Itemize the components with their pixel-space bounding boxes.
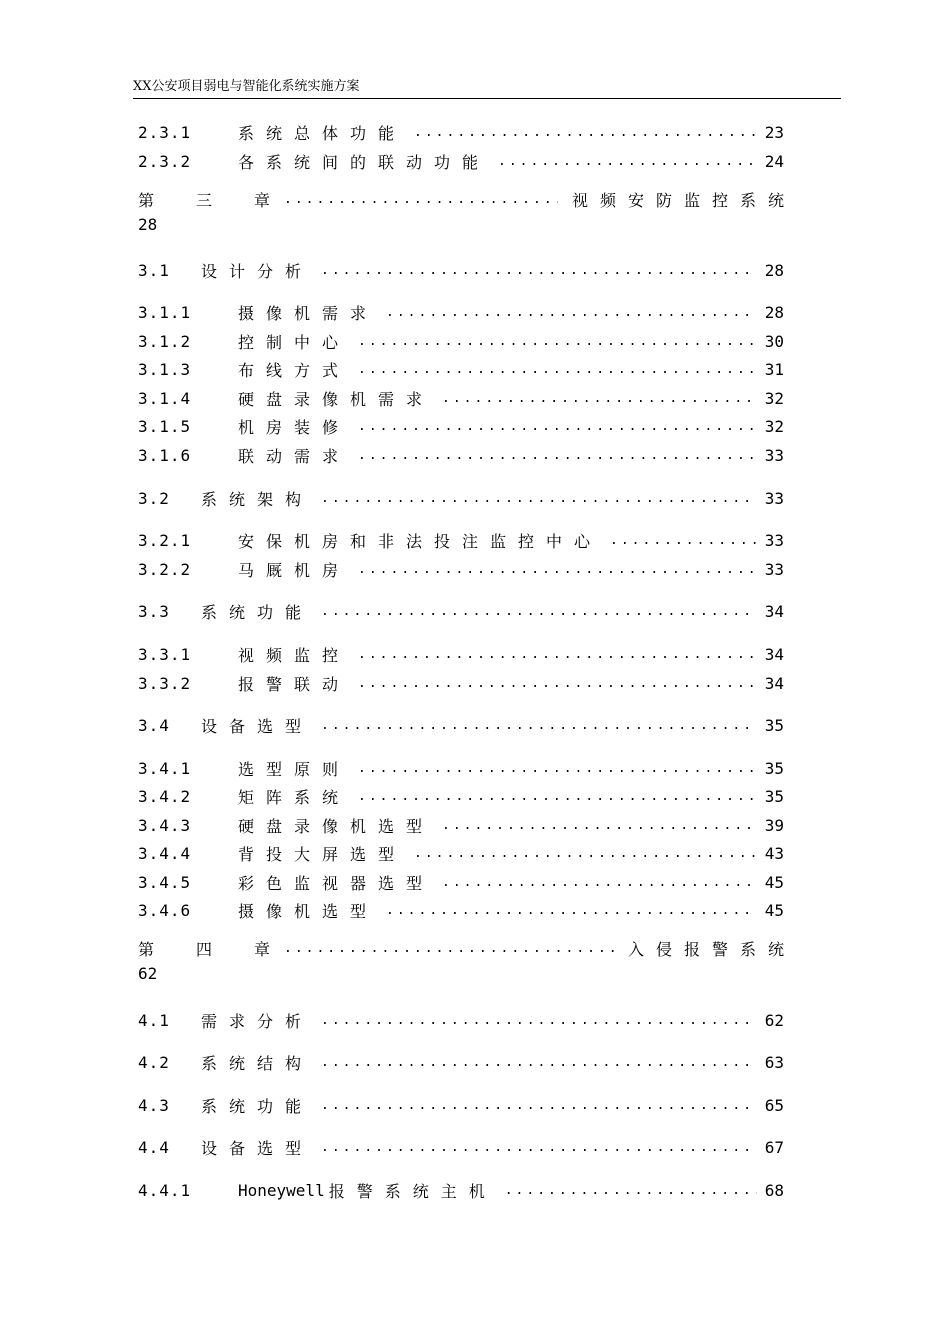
leader-dots [358,761,757,776]
toc-page: 45 [764,900,784,920]
toc-chapter[interactable] [138,186,796,238]
toc-number: 3.4.1 [138,758,192,778]
toc-number: 4.4 [138,1137,170,1157]
toc-entry[interactable] [138,812,784,838]
leader-dots [284,941,614,956]
toc-page: 63 [764,1052,784,1072]
toc-page: 28 [138,215,158,234]
toc-entry[interactable] [138,897,784,923]
toc-page: 24 [764,151,784,171]
leader-dots [321,1055,757,1070]
leader-dots [414,125,757,140]
chapter-label [138,937,270,960]
toc-number: 4.4.1 [138,1180,192,1200]
toc-title: 矩阵系统 [238,787,351,807]
toc-page: 28 [764,302,784,322]
toc-page: 35 [764,758,784,778]
toc-title: 各系统间的联动功能 [238,152,491,172]
toc-number: 3.2 [138,488,170,508]
toc-page: 28 [764,260,784,280]
leader-dots [358,448,757,463]
toc-title-prefix: Honeywell [238,1180,325,1200]
toc-entry[interactable] [138,1177,784,1203]
toc-number: 2.3.1 [138,122,192,142]
toc-title: 设备选型 [201,1138,314,1158]
toc-number: 3.4 [138,715,170,735]
toc-entry[interactable] [138,257,784,283]
toc-entry[interactable] [138,712,784,738]
toc-title: 彩色监视器选型 [238,873,435,893]
toc-number: 3.4.4 [138,843,192,863]
leader-dots [358,676,757,691]
toc-page: 45 [764,872,784,892]
toc-page: 34 [764,644,784,664]
toc-entry[interactable] [138,328,784,354]
toc-number: 3.1.3 [138,359,192,379]
leader-dots [321,718,757,733]
chapter-title: 视频安防监控系统 [571,190,796,210]
toc-number: 3.3.1 [138,644,192,664]
toc-entry[interactable] [138,527,784,553]
toc-entry[interactable] [138,119,784,145]
toc-number: 3.1 [138,260,170,280]
toc-entry[interactable] [138,148,784,174]
toc-page: 35 [764,715,784,735]
leader-dots [358,334,757,349]
leader-dots [442,818,757,833]
toc-entry[interactable] [138,869,784,895]
leader-dots [386,903,757,918]
toc-entry[interactable] [138,442,784,468]
toc-page: 68 [764,1180,784,1200]
toc-number: 3.4.2 [138,786,192,806]
toc-title: 报警系统主机 [328,1181,497,1201]
toc-number: 3.4.6 [138,900,192,920]
leader-dots [505,1183,757,1198]
toc-title: 设备选型 [201,716,314,736]
leader-dots [442,875,757,890]
toc-page: 33 [764,488,784,508]
chapter-label-char: 第 [138,190,155,210]
toc-entry[interactable] [138,1134,784,1160]
toc-title: 需求分析 [201,1011,314,1031]
toc-page: 33 [764,530,784,550]
toc-entry[interactable] [138,840,784,866]
chapter-label [138,188,270,211]
toc-entry[interactable] [138,783,784,809]
leader-dots [358,789,757,804]
leader-dots [358,362,757,377]
toc-page: 33 [764,559,784,579]
leader-dots [321,1140,757,1155]
toc-entry[interactable] [138,598,784,624]
toc-number: 3.1.1 [138,302,192,322]
chapter-title: 入侵报警系统 [627,939,796,959]
toc-entry[interactable] [138,413,784,439]
toc-title: 报警联动 [238,674,351,694]
toc-entry[interactable] [138,1049,784,1075]
leader-dots [358,562,757,577]
toc-number: 4.2 [138,1052,170,1072]
toc-title: 系统总体功能 [238,123,407,143]
leader-dots [321,1098,757,1113]
toc-title: 视频监控 [238,645,351,665]
leader-dots [358,419,757,434]
leader-dots [321,1013,757,1028]
leader-dots [321,604,757,619]
toc-entry[interactable] [138,1007,784,1033]
toc-page: 33 [764,445,784,465]
chapter-label-char: 章 [253,939,270,959]
toc-entry[interactable] [138,556,784,582]
leader-dots [321,263,757,278]
toc-page: 62 [138,964,158,983]
toc-title: 系统功能 [201,1096,314,1116]
toc-title: 系统架构 [201,489,314,509]
chapter-label-char: 四 [195,939,212,959]
toc-title: 系统功能 [201,602,314,622]
toc-title: 摄像机需求 [238,303,379,323]
leader-dots [358,647,757,662]
toc-entry[interactable] [138,485,784,511]
leader-dots [610,533,757,548]
toc-entry[interactable] [138,641,784,667]
toc-number: 3.1.4 [138,388,192,408]
toc-chapter[interactable] [138,935,796,987]
toc-number: 3.2.2 [138,559,192,579]
leader-dots [321,491,757,506]
toc-number: 3.2.1 [138,530,192,550]
toc-number: 3.3.2 [138,673,192,693]
toc-entry[interactable] [138,1092,784,1118]
toc-page: 67 [764,1137,784,1157]
toc-title: 摄像机选型 [238,901,379,921]
toc-number: 3.4.5 [138,872,192,892]
toc-page: 32 [764,416,784,436]
toc-page: 31 [764,359,784,379]
toc-page: 30 [764,331,784,351]
toc-number: 4.3 [138,1095,170,1115]
toc-entry[interactable] [138,356,784,382]
toc-number: 3.3 [138,601,170,621]
toc-page: 34 [764,601,784,621]
toc-page: 39 [764,815,784,835]
toc-number: 3.1.2 [138,331,192,351]
leader-dots [284,192,558,207]
toc-page: 32 [764,388,784,408]
toc-title: 设计分析 [201,261,314,281]
toc-title: 选型原则 [238,759,351,779]
toc-page: 65 [764,1095,784,1115]
toc-number: 3.4.3 [138,815,192,835]
toc-page: 34 [764,673,784,693]
toc-number: 4.1 [138,1010,170,1030]
chapter-label-char: 三 [195,190,212,210]
toc-title: 机房装修 [238,417,351,437]
toc-title: 布线方式 [238,360,351,380]
document-title: XX公安项目弱电与智能化系统实施方案 [133,79,360,94]
leader-dots [442,391,757,406]
leader-dots [386,305,757,320]
toc-number: 2.3.2 [138,151,192,171]
toc-title: 马厩机房 [238,560,351,580]
toc-number: 3.1.6 [138,445,192,465]
toc-title: 联动需求 [238,446,351,466]
toc-page: 23 [764,122,784,142]
leader-dots [498,154,757,169]
toc-page: 43 [764,843,784,863]
toc-number: 3.1.5 [138,416,192,436]
toc-title: 控制中心 [238,332,351,352]
toc-entry[interactable] [138,755,784,781]
toc-title: 背投大屏选型 [238,844,407,864]
toc-title: 硬盘录像机需求 [238,389,435,409]
toc-entry[interactable] [138,299,784,325]
toc-title: 安保机房和非法投注监控中心 [238,531,603,551]
leader-dots [414,846,757,861]
toc-page: 62 [764,1010,784,1030]
chapter-label-char: 第 [138,939,155,959]
toc-entry[interactable] [138,385,784,411]
toc-entry[interactable] [138,670,784,696]
chapter-label-char: 章 [253,190,270,210]
toc-title: 系统结构 [201,1053,314,1073]
toc-title: 硬盘录像机选型 [238,816,435,836]
toc-page: 35 [764,786,784,806]
